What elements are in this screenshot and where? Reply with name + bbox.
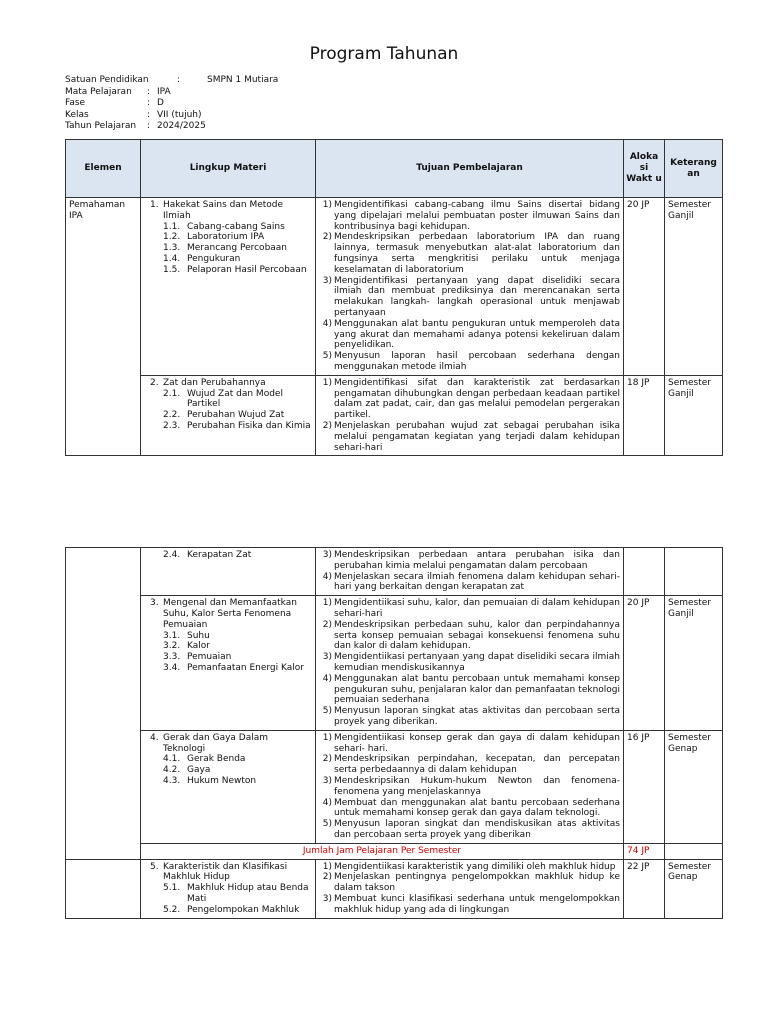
objective-number: 2) [322, 420, 332, 431]
subtopic-number: 4.1. [163, 754, 181, 765]
topic [144, 378, 312, 389]
topic-number: 2. [150, 377, 159, 388]
objective-number: 1) [322, 861, 332, 872]
subtopic-text: Laboratorium IPA [187, 232, 265, 243]
table-row [66, 859, 723, 918]
topic-number: 1. [150, 200, 159, 210]
alokasi-cell: 20 JP [624, 198, 665, 376]
objective-item [319, 276, 620, 319]
subtopic-number: 5.2. [163, 904, 181, 915]
page-title: Program Tahunan [309, 44, 459, 64]
subtopic-text: Cabang-cabang Sains [187, 221, 285, 232]
meta-colon: : [147, 121, 151, 132]
subtopic-number: 1.2. [163, 232, 181, 243]
lingkup-cell [141, 596, 316, 731]
subtopic [144, 652, 312, 663]
subtopic-text: Pengelompokan Makhluk [187, 904, 300, 915]
subtopic-text: Hukum Newton [187, 775, 257, 786]
subtopic-number: 3.3. [163, 652, 181, 663]
alokasi-cell: 16 JP [624, 730, 665, 843]
meta-value: SMPN 1 Mutiara [207, 75, 279, 85]
elemen-cell [66, 859, 141, 918]
topic [144, 862, 312, 884]
topic-title: Hakekat Sains dan Metode Ilmiah [163, 200, 284, 221]
tujuan-cell [316, 198, 624, 376]
total-empty-cell [665, 843, 723, 859]
objective-item [319, 894, 620, 916]
subtopic-text: Suhu [187, 630, 210, 641]
meta-colon: : [177, 75, 181, 85]
subtopic [144, 641, 312, 652]
subtopic-number: 3.4. [163, 662, 181, 673]
meta-label: Mata Pelajaran [65, 86, 132, 97]
topic-title: Zat dan Perubahannya [163, 377, 266, 388]
subtopic-number: 3.2. [163, 641, 181, 652]
objective-text: Menyusun laporan singkat dan mendiskusikan atas aktivitas dan percobaan serta proyek yang diberikan [334, 819, 620, 840]
objective-item [319, 572, 620, 594]
program-table-page-1 [65, 139, 723, 456]
objective-item [319, 232, 620, 275]
objective-text: Mengidentifikasi sifat dan karakteristik zat berdasarkan pengamatan dihubungkan dengan perbedaan keadaan partikel dalam zat padat, cair, dan gas melalui pemodelan pergerakan partikel. [334, 377, 620, 421]
subtopic [144, 776, 312, 787]
objective-number: 1) [322, 732, 332, 743]
meta-row-tahun [65, 121, 278, 133]
meta-value: D [157, 98, 164, 109]
objective-item [319, 550, 620, 572]
subtopic-number: 2.3. [163, 420, 181, 431]
header-lingkup-materi: Lingkup Materi [141, 140, 316, 198]
subtopic [144, 222, 312, 233]
objective-number: 1) [322, 598, 332, 609]
subtopic-number: 4.2. [163, 765, 181, 776]
subtopic-text: Pelaporan Hasil Percobaan [187, 264, 307, 275]
table-header-row [66, 140, 723, 198]
objective-number: 3) [322, 652, 332, 663]
objective-text: Mengidentiikasi pertanyaan yang dapat diselidiki secara ilmiah kemudian mendiskusikannya [334, 652, 620, 673]
objective-item [319, 706, 620, 728]
subtopic-text: Merancang Percobaan [187, 243, 288, 254]
objective-number: 3) [322, 275, 332, 286]
objective-number: 4) [322, 797, 332, 808]
topic [144, 733, 312, 755]
objective-number: 2) [322, 872, 332, 883]
objective-number: 2) [322, 754, 332, 765]
lingkup-cell [141, 198, 316, 376]
subtopic [144, 765, 312, 776]
objective-text: Mendeskripsikan perpindahan, kecepatan, dan percepatan serta perbedaannya di dalam kehidupan [334, 754, 620, 776]
total-value: 74 JP [624, 843, 665, 859]
keterangan-cell: Semester Genap [665, 859, 723, 918]
objective-item [319, 652, 620, 674]
keterangan-cell: Semester Genap [665, 730, 723, 843]
objective-text: Mendeskripsikan perbedaan antara perubahan isika dan perubahan kimia melalui pengamatan dalam percobaan [334, 550, 620, 571]
lingkup-cell [141, 375, 316, 456]
table-row [66, 596, 723, 731]
subtopic [144, 754, 312, 765]
tujuan-cell [316, 596, 624, 731]
objective-text: Menyusun laporan hasil percobaan sederhana dengan menggunakan metode ilmiah [334, 351, 620, 372]
meta-label: Fase [65, 98, 86, 109]
lingkup-cell [141, 730, 316, 843]
subtopic-number: 5.1. [163, 883, 181, 894]
total-label: Jumlah Jam Pelajaran Per Semester [141, 843, 624, 859]
objective-item [319, 598, 620, 620]
objective-number: 5) [322, 351, 332, 362]
objective-number: 4) [322, 318, 332, 329]
objective-number: 2) [322, 619, 332, 630]
table-row [66, 198, 723, 376]
meta-row-kelas [65, 110, 278, 122]
objective-text: Mengidentiikasi karakteristik yang dimiliki oleh makhluk hidup [334, 861, 616, 872]
subtopic-text: Kerapatan Zat [187, 550, 252, 560]
meta-colon: : [147, 109, 151, 120]
subtopic-number: 2.2. [163, 410, 181, 421]
objective-item [319, 620, 620, 652]
subtopic-text: Makhluk Hidup atau Benda Mati [187, 883, 309, 904]
objective-number: 3) [322, 550, 332, 560]
topic-number: 3. [150, 598, 159, 609]
objective-text: Menjelaskan secara ilmiah fenomena dalam kehidupan sehari-hari yang berkaitan dengan kerapatan zat [334, 571, 620, 593]
objective-item [319, 754, 620, 776]
objective-text: Mengidentifikasi pertanyaan yang dapat diselidiki secara ilmiah dan membuat prediksinya dan merencanakan serta melakukan langkah- langkah operasional untuk menjawab pertanyaan [334, 275, 620, 318]
objective-text: Menggunakan alat bantu percobaan untuk memahami konsep pengukuran suhu, penjalaran kalor dan pemanfaatan teknologi pemuaian sederhana [334, 673, 620, 706]
header-elemen: Elemen [66, 140, 141, 198]
alokasi-cell: 20 JP [624, 596, 665, 731]
subtopic-text: Kalor [187, 641, 210, 652]
objective-text: Menjelaskan pentingnya pengelompokkan makhluk hidup ke dalam takson [334, 872, 620, 894]
header-keterangan: Keterang an [665, 140, 723, 198]
objective-text: Membuat kunci klasifikasi sederhana untuk mengelompokkan makhluk hidup yang ada di lingkungan [334, 893, 620, 915]
topic [144, 598, 312, 630]
alokasi-cell: 22 JP [624, 859, 665, 918]
subtopic-number: 3.1. [163, 630, 181, 641]
subtopic [144, 905, 312, 916]
tujuan-cell [316, 375, 624, 456]
total-row [66, 843, 723, 859]
objective-text: Mendeskripsikan perbedaan laboratorium IPA dan ruang lainnya, termasuk menyebutkan alat-alat laboratorium dan fungsinya serta mengkritisi perilaku untuk menjaga keselamatan di laboratorium [334, 232, 620, 275]
topic [144, 200, 312, 222]
objective-number: 4) [322, 673, 332, 684]
objective-item [319, 819, 620, 841]
topic-title: Karakteristik dan Klasifikasi Makhluk Hidup [163, 861, 288, 883]
meta-value: IPA [157, 86, 171, 97]
objective-item [319, 674, 620, 706]
program-table-page-2 [65, 547, 723, 919]
objective-item [319, 200, 620, 232]
topic-number: 5. [150, 861, 159, 872]
objective-number: 2) [322, 232, 332, 243]
subtopic-text: Gaya [187, 765, 211, 776]
objective-text: Mengidentiikasi suhu, kalor, dan pemuaian di dalam kehidupan sehari-hari [334, 598, 620, 619]
subtopic [144, 389, 312, 411]
subtopic [144, 550, 312, 561]
objective-text: Mendeskripsikan Hukum-hukum Newton dan fenomena-fenomena yang menjelaskannya [334, 775, 620, 797]
subtopic [144, 410, 312, 421]
objective-text: Menyusun laporan singkat atas aktivitas dan percobaan serta proyek yang diberikan. [334, 706, 620, 727]
header-tujuan-pembelajaran: Tujuan Pembelajaran [316, 140, 624, 198]
subtopic-number: 1.1. [163, 221, 181, 232]
lingkup-cell [141, 548, 316, 596]
meta-row-mapel [65, 87, 278, 99]
subtopic-text: Wujud Zat dan Model Partikel [187, 388, 283, 410]
table-row [66, 548, 723, 596]
subtopic [144, 265, 312, 276]
meta-label: Kelas [65, 109, 89, 120]
objective-number: 3) [322, 775, 332, 786]
table-row [66, 375, 723, 456]
keterangan-cell: Semester Ganjil [665, 375, 723, 456]
objective-text: Menggunakan alat bantu pengukuran untuk memperoleh data yang akurat dan memahami adanya potensi kekeliruan dalam penyelidikan. [334, 318, 620, 351]
objective-number: 4) [322, 571, 332, 582]
subtopic-number: 1.4. [163, 253, 181, 264]
subtopic [144, 883, 312, 905]
document-meta [65, 75, 278, 133]
subtopic-text: Perubahan Fisika dan Kimia [187, 420, 311, 431]
elemen-cell: Pemahaman IPA [66, 198, 141, 456]
objective-number: 5) [322, 706, 332, 717]
objective-text: Mengidentiikasi konsep gerak dan gaya di dalam kehidupan sehari- hari. [334, 732, 620, 754]
objective-text: Membuat dan menggunakan alat bantu percobaan sederhana untuk memahami konsep gerak dan gaya dalam teknologi. [334, 797, 620, 819]
objective-item [319, 378, 620, 421]
objective-item [319, 351, 620, 373]
tujuan-cell [316, 548, 624, 596]
keterangan-cell: Semester Ganjil [665, 596, 723, 731]
objective-number: 5) [322, 819, 332, 830]
objective-item [319, 862, 620, 873]
subtopic-text: Perubahan Wujud Zat [187, 410, 285, 421]
alokasi-cell [624, 548, 665, 596]
subtopic [144, 421, 312, 432]
meta-value: VII (tujuh) [157, 109, 202, 120]
subtopic [144, 663, 312, 674]
objective-item [319, 872, 620, 894]
subtopic-number: 4.3. [163, 775, 181, 786]
topic-title: Mengenal dan Memanfaatkan Suhu, Kalor Serta Fenomena Pemuaian [163, 598, 297, 630]
topic-title: Gerak dan Gaya Dalam Teknologi [163, 732, 269, 754]
subtopic-text: Pemuaian [187, 652, 232, 663]
elemen-cell [66, 548, 141, 860]
subtopic [144, 232, 312, 243]
header-alokasi-waktu: Aloka si Wakt u [624, 140, 665, 198]
keterangan-cell [665, 548, 723, 596]
objective-item [319, 776, 620, 798]
meta-row-fase [65, 98, 278, 110]
table-row [66, 730, 723, 843]
subtopic-number: 2.4. [163, 550, 181, 560]
meta-row-satuan [65, 75, 278, 87]
topic-number: 4. [150, 732, 159, 743]
meta-value: 2024/2025 [157, 121, 206, 132]
subtopic-number: 2.1. [163, 388, 181, 399]
meta-label: Satuan Pendidikan [65, 75, 149, 85]
subtopic-number: 1.5. [163, 264, 181, 275]
objective-item [319, 733, 620, 755]
meta-colon: : [147, 98, 151, 109]
objective-item [319, 798, 620, 820]
meta-label: Tahun Pelajaran [65, 121, 137, 132]
keterangan-cell: Semester Ganjil [665, 198, 723, 376]
subtopic-number: 1.3. [163, 243, 181, 254]
subtopic [144, 254, 312, 265]
subtopic-text: Gerak Benda [187, 754, 246, 765]
objective-text: Menjelaskan perubahan wujud zat sebagai perubahan isika melalui pengamatan kegiatan yang terjadi dalam kehidupan sehari-hari [334, 420, 620, 453]
objective-item [319, 319, 620, 351]
objective-text: Mengidentifikasi cabang-cabang ilmu Sains disertai bidang yang dipelajari melalui pembuatan poster ilmuwan Sains dan kontribusinya bagi kehidupan. [334, 200, 620, 232]
objective-number: 1) [322, 200, 332, 210]
tujuan-cell [316, 730, 624, 843]
tujuan-cell [316, 859, 624, 918]
objective-text: Mendeskripsikan perbedaan suhu, kalor dan perpindahannya serta konsep pemuaian sebagai konsekuensi fenomena suhu dan kalor di dalam kehidupan. [334, 619, 620, 652]
objective-number: 1) [322, 377, 332, 388]
subtopic-text: Pengukuran [187, 253, 241, 264]
lingkup-cell [141, 859, 316, 918]
subtopic-text: Pemanfaatan Energi Kalor [187, 662, 304, 673]
subtopic [144, 243, 312, 254]
objective-item [319, 421, 620, 453]
alokasi-cell: 18 JP [624, 375, 665, 456]
meta-colon: : [147, 86, 151, 97]
subtopic [144, 631, 312, 642]
objective-number: 3) [322, 893, 332, 904]
